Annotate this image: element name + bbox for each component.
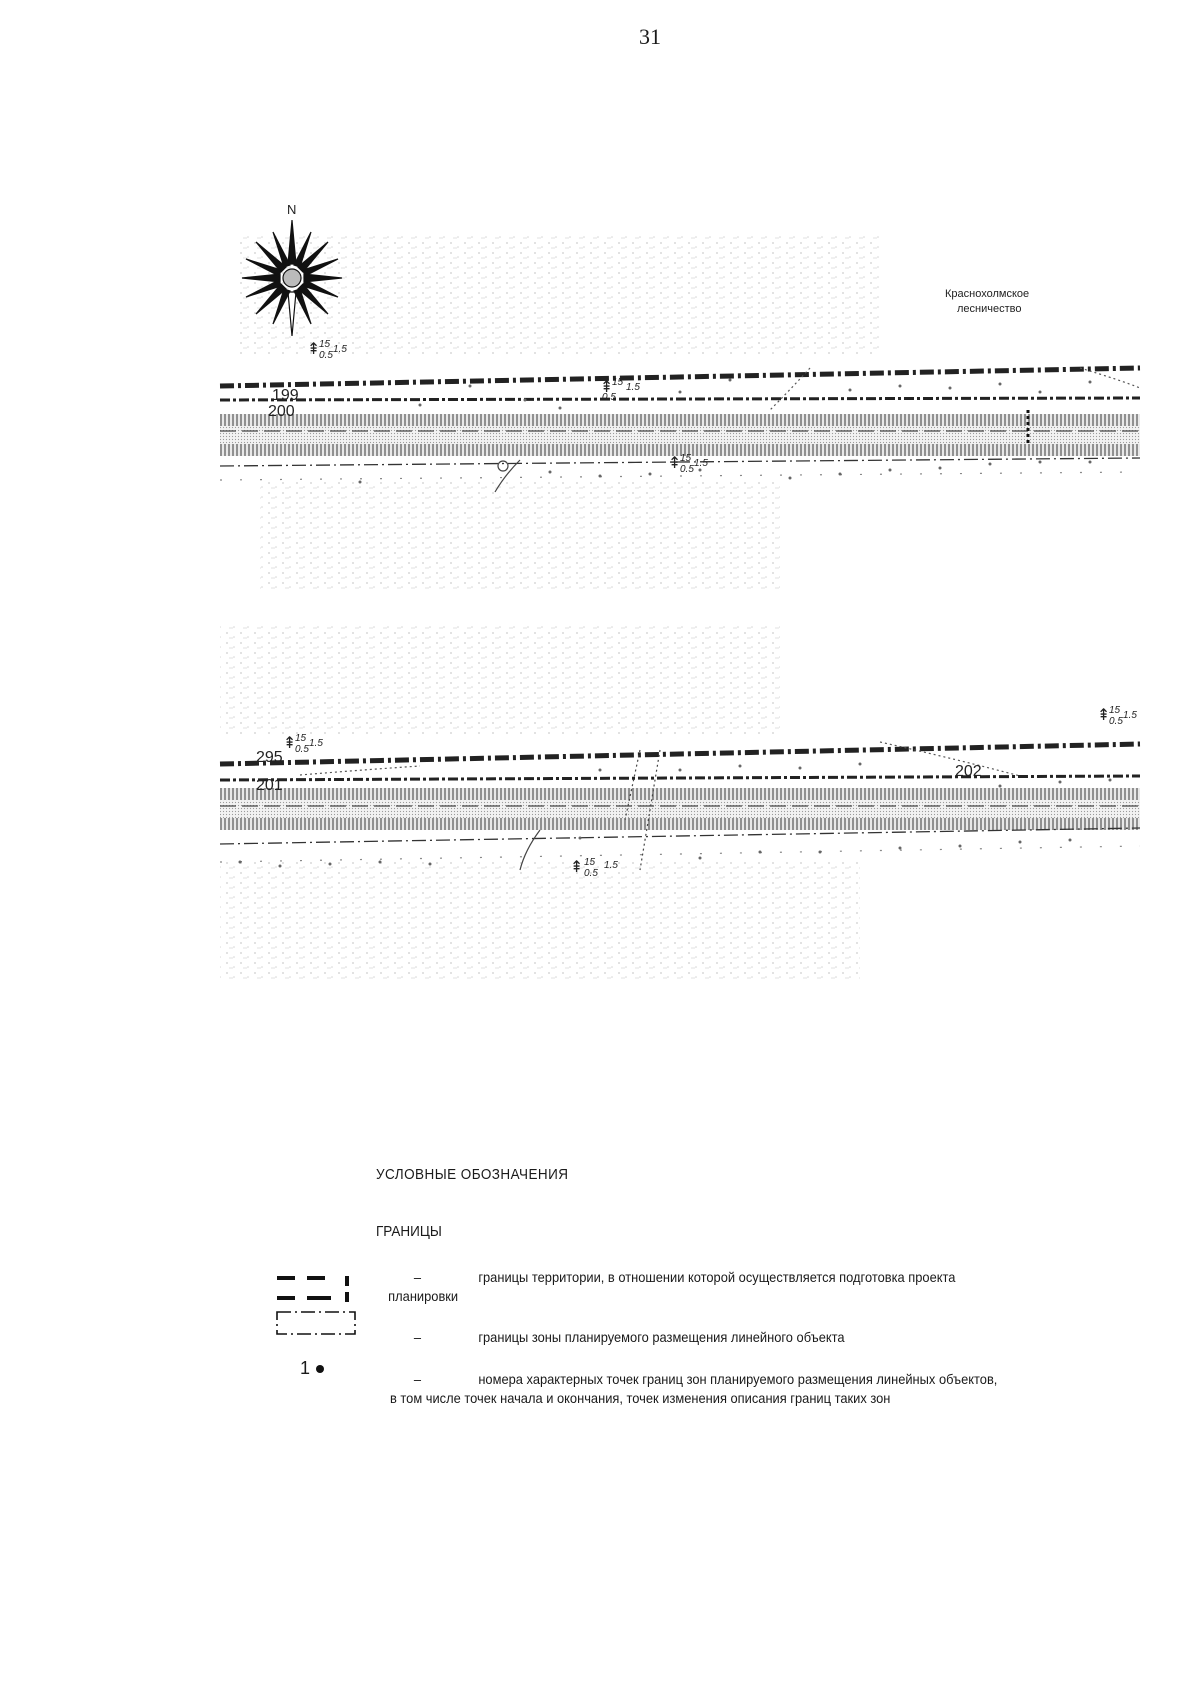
point-label: 295 bbox=[256, 749, 283, 766]
svg-text:15: 15 bbox=[680, 453, 692, 464]
forest-texture-area bbox=[260, 480, 780, 590]
svg-text:15: 15 bbox=[295, 733, 307, 744]
legend-section-title: ГРАНИЦЫ bbox=[376, 1223, 442, 1240]
svg-text:1.5: 1.5 bbox=[626, 382, 640, 393]
svg-text:1.5: 1.5 bbox=[333, 344, 347, 355]
svg-text:0.5: 0.5 bbox=[295, 744, 309, 755]
road-strip-lower bbox=[220, 742, 1140, 870]
legend-dash: – bbox=[413, 1371, 422, 1387]
point-dot-icon bbox=[316, 1365, 324, 1373]
north-label: N bbox=[287, 202, 297, 217]
page-number: 31 bbox=[639, 24, 661, 49]
forest-texture-area bbox=[240, 235, 880, 355]
legend-item-territory-boundary bbox=[390, 1268, 1025, 1306]
point-label: 199 bbox=[272, 387, 299, 404]
svg-text:1.5: 1.5 bbox=[604, 860, 618, 871]
svg-text:15: 15 bbox=[612, 377, 624, 388]
point-number-marker bbox=[300, 1358, 324, 1379]
legend-item-text-cont: планировки bbox=[388, 1288, 459, 1304]
tree-symbol bbox=[668, 453, 708, 475]
legend-item-text: номера характерных точек границ зон планируемого размещения линейных объектов, bbox=[478, 1371, 998, 1387]
svg-text:15: 15 bbox=[1109, 705, 1121, 716]
svg-text:15: 15 bbox=[584, 857, 596, 868]
svg-text:⇞: ⇞ bbox=[570, 859, 584, 876]
forest-texture-area bbox=[220, 860, 860, 980]
point-number-sample: 1 bbox=[300, 1358, 311, 1378]
svg-text:0.5: 0.5 bbox=[584, 868, 598, 879]
svg-text:⇞: ⇞ bbox=[600, 379, 614, 396]
legend-item-point-numbers bbox=[390, 1370, 1025, 1408]
svg-text:⇞: ⇞ bbox=[283, 735, 297, 752]
svg-text:⇞: ⇞ bbox=[668, 455, 682, 472]
legend-item-text: границы зоны планируемого размещения линейного объекта bbox=[478, 1329, 845, 1345]
tree-symbol bbox=[1097, 705, 1137, 727]
svg-text:⇞: ⇞ bbox=[307, 341, 321, 358]
tree-symbol bbox=[283, 733, 323, 755]
svg-text:0.5: 0.5 bbox=[319, 350, 333, 361]
legend-dash: – bbox=[413, 1269, 422, 1285]
svg-text:0.5: 0.5 bbox=[602, 392, 616, 403]
forest-texture-area bbox=[220, 625, 780, 735]
point-label: 202 bbox=[955, 763, 982, 780]
forestry-label: лесничество bbox=[957, 303, 1022, 315]
svg-text:0.5: 0.5 bbox=[1109, 716, 1123, 727]
legend-dash: – bbox=[413, 1329, 422, 1345]
legend-item-zone-boundary bbox=[390, 1328, 1025, 1347]
boundary-swatch-icon bbox=[275, 1272, 365, 1340]
legend-item-text-cont: в том числе точек начала и окончания, точек изменения описания границ таких зон bbox=[390, 1390, 891, 1406]
svg-text:1.5: 1.5 bbox=[1123, 710, 1137, 721]
legend-title: УСЛОВНЫЕ ОБОЗНАЧЕНИЯ bbox=[376, 1166, 569, 1183]
svg-text:⇞: ⇞ bbox=[1097, 707, 1111, 724]
point-label: 201 bbox=[256, 777, 283, 794]
forestry-label: Краснохолмское bbox=[945, 288, 1030, 300]
legend-item-text: границы территории, в отношении которой осуществляется подготовка проекта bbox=[478, 1269, 956, 1285]
point-label: 200 bbox=[268, 403, 295, 420]
svg-text:1.5: 1.5 bbox=[309, 738, 323, 749]
svg-text:15: 15 bbox=[319, 339, 331, 350]
svg-text:1.5: 1.5 bbox=[694, 458, 708, 469]
svg-text:0.5: 0.5 bbox=[680, 464, 694, 475]
